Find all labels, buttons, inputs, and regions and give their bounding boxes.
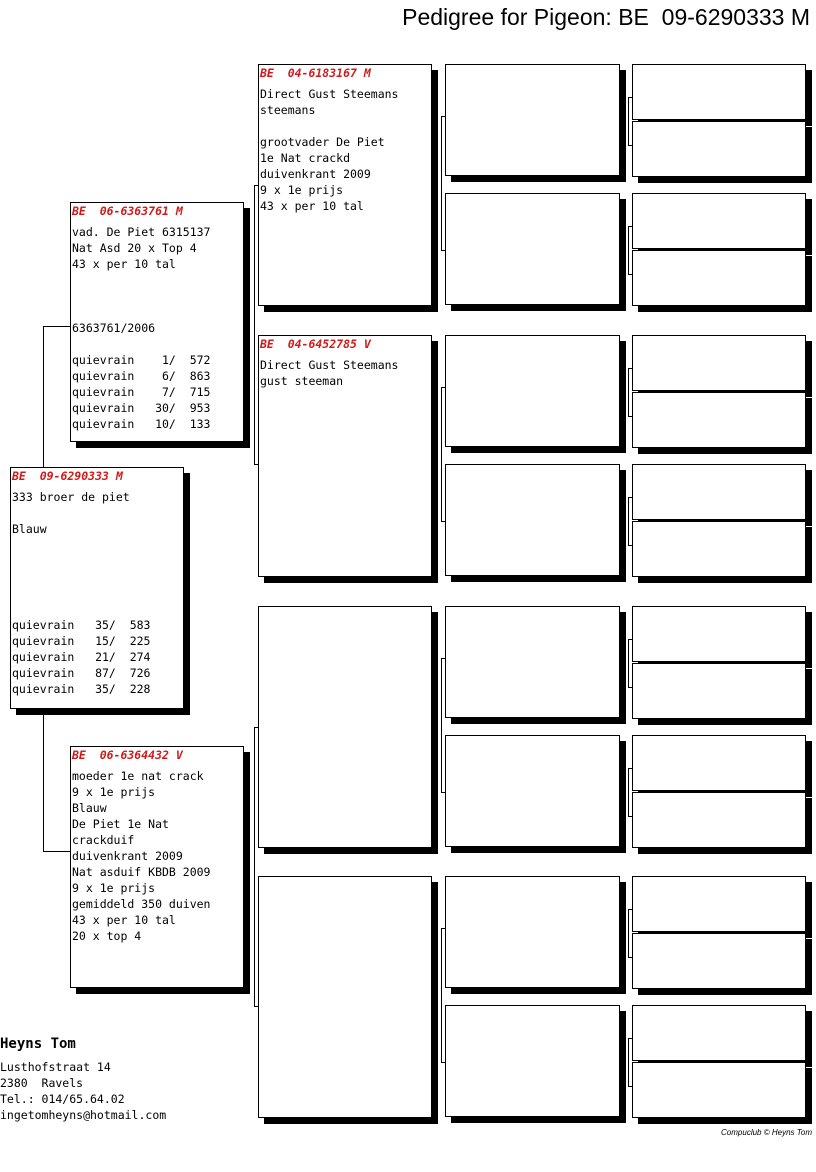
connector-line: [43, 326, 44, 467]
pigeon-card-gen5: [632, 121, 806, 177]
pigeon-card-gen5: [632, 1005, 806, 1061]
owner-city: 2380 Ravels: [0, 1076, 84, 1090]
connector-line: [441, 928, 442, 1062]
connector-line: [441, 792, 445, 793]
connector-line: [628, 368, 629, 416]
connector-line: [254, 1006, 258, 1007]
pigeon-card-gen5: [632, 735, 806, 791]
connector-line: [628, 145, 632, 146]
connector-line: [254, 185, 255, 464]
software-credit: Compuclub © Heyns Tom: [721, 1128, 812, 1137]
ring-number: BE 09-6290333 M: [12, 469, 123, 483]
pigeon-card-dam: [70, 746, 244, 988]
connector-line: [628, 497, 632, 498]
connector-line: [628, 1038, 629, 1086]
connector-line: [254, 185, 258, 186]
pigeon-notes: vad. De Piet 6315137 Nat Asd 20 x Top 4 43 x per 10 tal 6363761/2006 quievrain 1/ 572 quievrain 6/ 863 quievrain 7/ 715 quievrain 30/ 953 quievrain 10/ 133: [72, 225, 211, 431]
pigeon-card-gen5: [632, 933, 806, 989]
connector-line: [628, 909, 632, 910]
pigeon-notes: 333 broer de piet Blauw quievrain 35/ 583 quievrain 15/ 225 quievrain 21/ 274 quievrain 87/ 726 quievrain 35/ 228: [12, 490, 151, 696]
connector-line: [441, 521, 445, 522]
connector-line: [43, 326, 70, 327]
pigeon-card-gen4: [445, 64, 620, 176]
ring-number: BE 04-6183167 M: [260, 66, 371, 80]
connector-line: [441, 250, 445, 251]
connector-line: [441, 928, 445, 929]
connector-line: [628, 226, 632, 227]
pigeon-card-gen5: [632, 250, 806, 306]
pigeon-card-gen4: [445, 606, 620, 718]
pigeon-card-gen5: [632, 521, 806, 577]
pigeon-card-gen4: [445, 876, 620, 988]
pigeon-notes: moeder 1e nat crack 9 x 1e prijs Blauw De Piet 1e Nat crackduif duivenkrant 2009 Nat asduif KBDB 2009 9 x 1e prijs gemiddeld 350 duiven 43 x per 10 tal 20 x top 4: [72, 769, 211, 943]
pigeon-card-sire-dam: [258, 335, 432, 577]
connector-line: [628, 957, 632, 958]
pigeon-card-subject: [10, 467, 184, 709]
pigeon-card-gen4: [445, 193, 620, 305]
connector-line: [628, 97, 629, 145]
connector-line: [628, 368, 632, 369]
connector-line: [628, 497, 629, 545]
pigeon-card-gen5: [632, 792, 806, 848]
pigeon-card-sire: [70, 202, 244, 442]
connector-line: [628, 768, 629, 816]
connector-line: [628, 226, 629, 274]
pigeon-card-gen5: [632, 335, 806, 391]
connector-line: [441, 116, 442, 250]
connector-line: [628, 274, 632, 275]
connector-line: [628, 909, 629, 957]
pigeon-card-gen4: [445, 464, 620, 576]
connector-line: [628, 1038, 632, 1039]
ring-number: BE 06-6364432 V: [72, 748, 183, 762]
page-title: Pedigree for Pigeon: BE 09-6290333 M: [402, 4, 810, 30]
pigeon-card-dam-sire: [258, 606, 432, 848]
ring-number: BE 06-6363761 M: [72, 204, 183, 218]
connector-line: [254, 464, 258, 465]
connector-line: [628, 816, 632, 817]
pigeon-card-gen5: [632, 1062, 806, 1118]
connector-line: [441, 658, 445, 659]
connector-line: [628, 416, 632, 417]
pigeon-card-sire-sire: [258, 64, 432, 306]
pigeon-card-gen4: [445, 735, 620, 847]
ring-number: BE 04-6452785 V: [260, 337, 371, 351]
owner-name: Heyns Tom: [0, 1036, 76, 1052]
connector-line: [441, 1062, 445, 1063]
pigeon-card-gen5: [632, 64, 806, 120]
pigeon-notes: Direct Gust Steemans gust steeman: [260, 358, 399, 388]
connector-line: [628, 639, 629, 687]
connector-line: [254, 727, 258, 728]
pigeon-card-gen5: [632, 464, 806, 520]
connector-line: [441, 387, 445, 388]
connector-line: [628, 768, 632, 769]
pigeon-card-gen5: [632, 876, 806, 932]
pigeon-card-gen5: [632, 392, 806, 448]
connector-line: [43, 715, 44, 851]
owner-email: ingetomheyns@hotmail.com: [0, 1108, 167, 1122]
connector-line: [628, 687, 632, 688]
pigeon-card-gen4: [445, 335, 620, 447]
pigeon-notes: Direct Gust Steemans steemans grootvader De Piet 1e Nat crackd duivenkrant 2009 9 x 1e prijs 43 x per 10 tal: [260, 87, 399, 213]
owner-phone: Tel.: 014/65.64.02: [0, 1092, 125, 1106]
connector-line: [43, 851, 70, 852]
pigeon-card-gen5: [632, 663, 806, 719]
connector-line: [628, 545, 632, 546]
connector-line: [441, 658, 442, 792]
pigeon-card-gen4: [445, 1005, 620, 1117]
connector-line: [254, 727, 255, 1006]
pigeon-card-gen5: [632, 606, 806, 662]
connector-line: [628, 1086, 632, 1087]
connector-line: [628, 97, 632, 98]
connector-line: [441, 387, 442, 521]
connector-line: [628, 639, 632, 640]
pigeon-card-dam-dam: [258, 876, 432, 1118]
pigeon-card-gen5: [632, 193, 806, 249]
connector-line: [441, 116, 445, 117]
owner-street: Lusthofstraat 14: [0, 1060, 111, 1074]
